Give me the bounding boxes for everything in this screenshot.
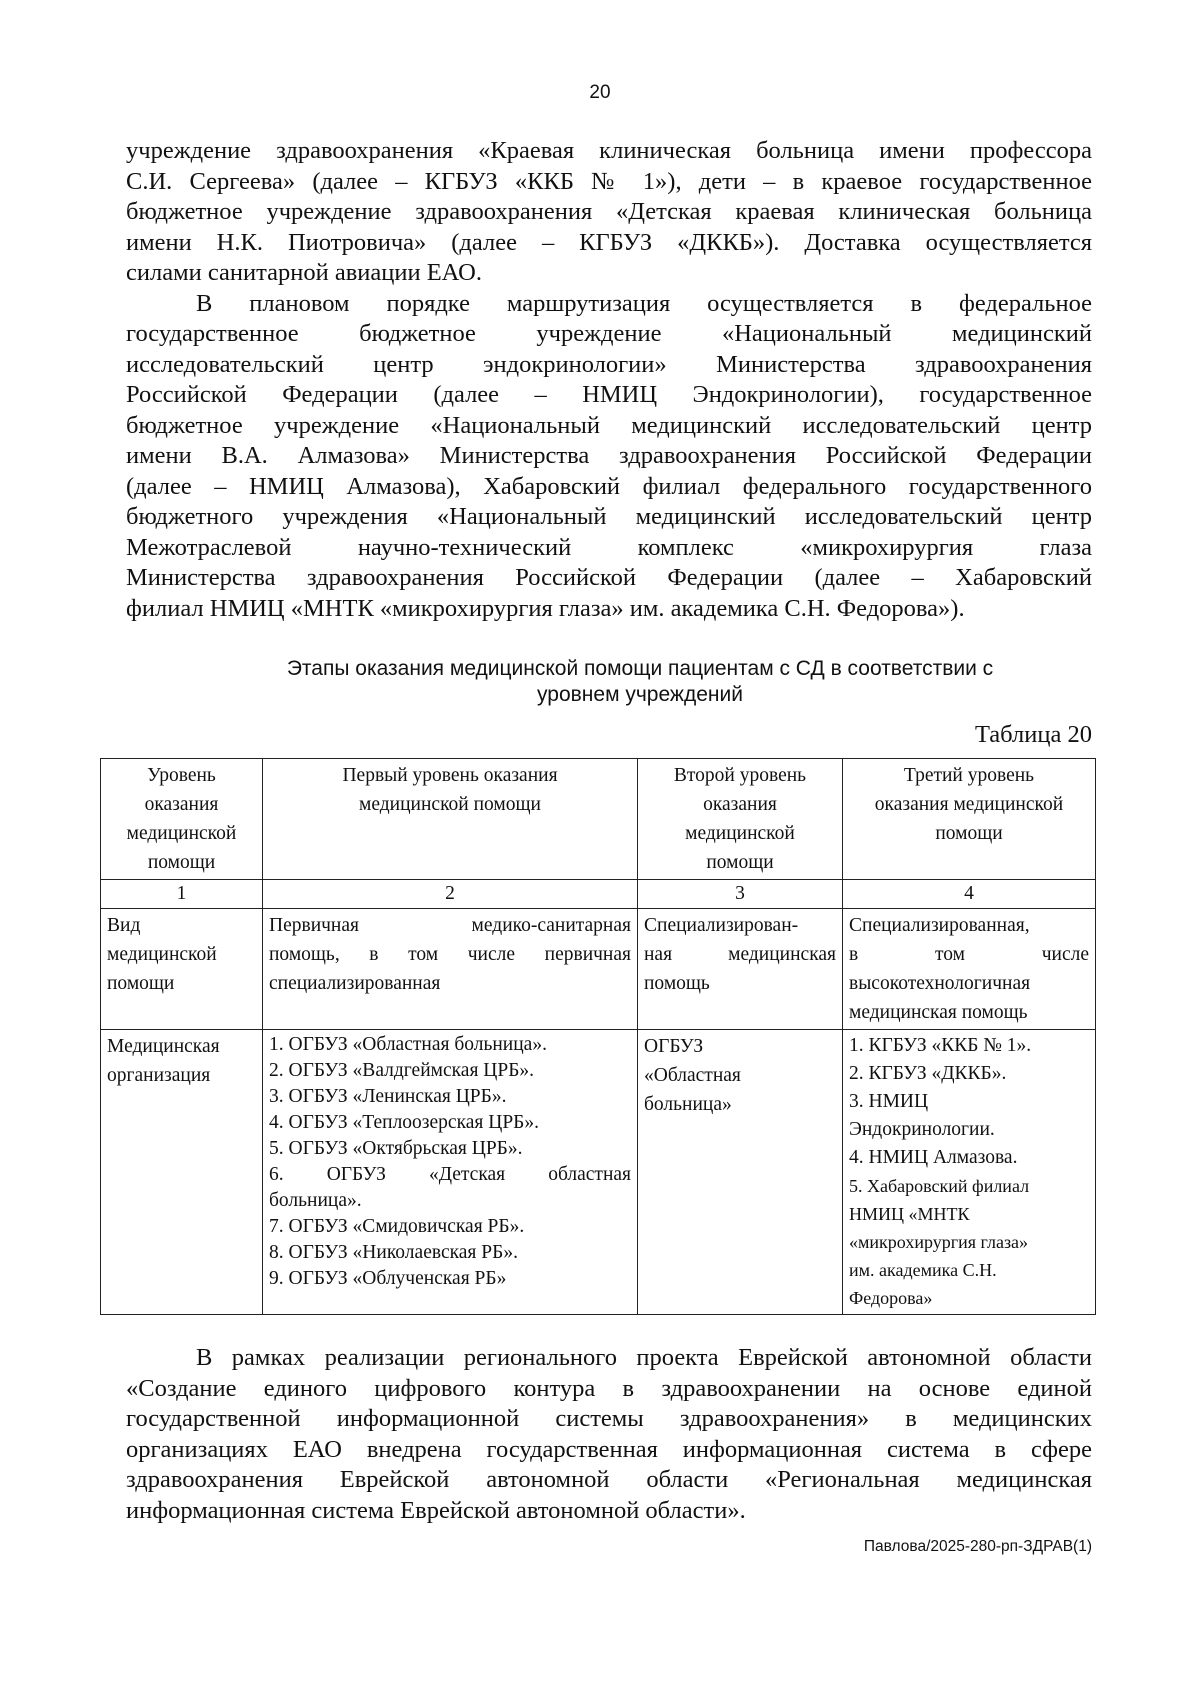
cell-line: Специализирован- [644,915,799,936]
list-item: 1. ОГБУЗ «Областная больница». [269,1034,547,1055]
text-line: здравоохранения Еврейской автономной области «Региональная медицинская [126,1466,1092,1493]
text-line: В плановом порядке маршрутизация осуществляется в федеральное [196,289,1092,317]
text-line: Межотраслевой научно-технический комплекс «микрохирургия глаза [126,533,1092,561]
cell-line: оказания медицинской [874,794,1064,815]
text-line: исследовательский центр эндокринологии» Министерства здравоохранения [126,350,1092,378]
text-line: государственное бюджетное учреждение «Национальный медицинский [126,320,1092,347]
list-item: 4. НМИЦ Алмазова. [849,1147,1018,1168]
cell-organizations-third [843,1030,1096,1315]
header-cell-second-level [638,759,843,880]
list-item: 2. ОГБУЗ «Валдгеймская ЦРБ». [269,1060,535,1081]
list-item: Федорова» [849,1288,933,1308]
cell-line: Вид [107,915,141,936]
cell-line: больница» [644,1094,732,1115]
cell-line: оказания [703,794,777,815]
care-levels-table [100,758,1096,1315]
list-item: 3. ОГБУЗ «Ленинская ЦРБ». [269,1086,507,1107]
text-line: бюджетного учреждения «Национальный медицинский исследовательский центр [126,503,1092,530]
text-line: С.И. Сергеева» (далее – КГБУЗ «ККБ № 1»), дети – в краевое государственное [126,167,1092,195]
list-item: 2. КГБУЗ «ДККБ». [849,1063,1007,1084]
table-header-row [101,759,1096,880]
header-cell-third-level [843,759,1096,880]
text-line: филиал НМИЦ «МНТК «микрохирургия глаза» им. академика С.Н. Федорова»). [126,594,965,622]
cell-line: помощь [644,973,710,994]
body-text-bottom [126,1343,1092,1526]
text-line: Министерства здравоохранения Российской Федерации (далее – Хабаровский [126,564,1092,591]
text-line: государственной информационной системы здравоохранения» в медицинских [126,1405,1092,1432]
document-code: Павлова/2025-280-рп-ЗДРАВ(1) [863,1538,1092,1555]
cell-line: в том числе [849,944,1089,965]
text-line: информационная система Еврейской автономной области». [126,1496,746,1524]
cell-care-type-third [843,909,1096,1030]
cell-organizations-second [638,1030,843,1315]
text-line: организациях ЕАО внедрена государственная информационная система в сфере [126,1435,1092,1463]
column-number: 4 [843,880,1096,909]
cell-organization-label [101,1030,263,1315]
cell-line: специализированная [269,973,441,994]
text-line: силами санитарной авиации ЕАО. [126,259,482,286]
column-number: 3 [638,880,843,909]
list-item: больница». [269,1190,362,1211]
list-item: 5. ОГБУЗ «Октябрьская ЦРБ». [269,1138,523,1159]
column-number: 1 [101,880,263,909]
table-caption [200,656,1080,708]
text-line: Российской Федерации (далее – НМИЦ Эндокринологии), государственное [126,381,1092,408]
cell-line: Специализированная, [849,915,1030,936]
table-row-organizations [101,1030,1096,1315]
list-item: Эндокринологии. [849,1119,995,1140]
cell-line: Первый уровень оказания [342,765,558,786]
list-item: 4. ОГБУЗ «Теплоозерская ЦРБ». [269,1112,539,1133]
text-line: учреждение здравоохранения «Краевая клиническая больница имени профессора [126,137,1092,164]
caption-line: уровнем учреждений [537,683,743,706]
list-item: им. академика С.Н. [849,1260,997,1280]
cell-line: организация [107,1065,211,1086]
intro-paragraph [126,136,1092,289]
cell-line: помощи [147,852,216,873]
list-item: 6. ОГБУЗ «Детская областная [269,1164,631,1185]
list-item: 7. ОГБУЗ «Смидовичская РБ». [269,1216,525,1237]
text-line: бюджетное учреждение здравоохранения «Детская краевая клиническая больница [126,198,1092,225]
cell-line: Третий уровень [903,765,1035,786]
cell-line: медицинской [107,944,217,965]
cell-line: медицинская помощь [849,1002,1028,1023]
column-number: 2 [263,880,638,909]
list-item: «микрохирургия глаза» [849,1232,1029,1252]
page-number: 20 [589,82,611,103]
list-item: 3. НМИЦ [849,1091,929,1112]
cell-line: высокотехнологичная [849,973,1031,994]
list-item: 1. КГБУЗ «ККБ № 1». [849,1035,1032,1056]
header-cell-level [101,759,263,880]
table-number-row [101,880,1096,909]
table-row-care-type [101,909,1096,1030]
cell-line: ОГБУЗ [644,1036,704,1057]
text-line: имени Н.К. Пиотровича» (далее – КГБУЗ «ДККБ»). Доставка осуществляется [126,228,1092,256]
cell-line: помощи [935,823,1003,844]
closing-paragraph [126,1343,1092,1526]
list-item: 9. ОГБУЗ «Облученская РБ» [269,1268,507,1289]
list-item: 5. Хабаровский филиал [849,1176,1030,1196]
list-item: 8. ОГБУЗ «Николаевская РБ». [269,1242,518,1263]
text-line: «Создание единого цифрового контура в здравоохранении на основе единой [126,1374,1092,1402]
cell-line: медицинской помощи [359,794,541,815]
cell-line: помощи [107,973,175,994]
cell-line: медицинской [126,823,237,844]
cell-line: оказания [144,794,219,815]
table-label: Таблица 20 [974,721,1092,748]
text-line: бюджетное учреждение «Национальный медицинский исследовательский центр [126,411,1092,439]
cell-line: медицинской [685,823,795,844]
cell-line: помощи [706,852,774,873]
cell-line: Второй уровень [673,765,807,786]
text-line: (далее – НМИЦ Алмазова), Хабаровский филиал федерального государственного [126,472,1092,500]
cell-line: ная медицинская [644,944,836,965]
cell-line: «Областная [644,1065,741,1086]
text-line: В рамках реализации регионального проекта Еврейской автономной области [196,1344,1092,1371]
cell-care-type-second [638,909,843,1030]
cell-organizations-first [263,1030,638,1315]
cell-line: помощь, в том числе первичная [269,944,631,965]
cell-line: Уровень [147,765,216,786]
list-item: НМИЦ «МНТК [849,1204,970,1224]
caption-line: Этапы оказания медицинской помощи пациентам с СД в соответствии с [286,657,994,680]
header-cell-first-level [263,759,638,880]
cell-line: Медицинская [107,1036,220,1057]
body-text-top [126,136,1092,624]
cell-care-type-label [101,909,263,1030]
cell-care-type-first [263,909,638,1030]
text-line: имени В.А. Алмазова» Министерства здравоохранения Российской Федерации [126,442,1092,469]
cell-line: Первичная медико-санитарная [269,915,631,936]
routing-paragraph [126,289,1092,625]
